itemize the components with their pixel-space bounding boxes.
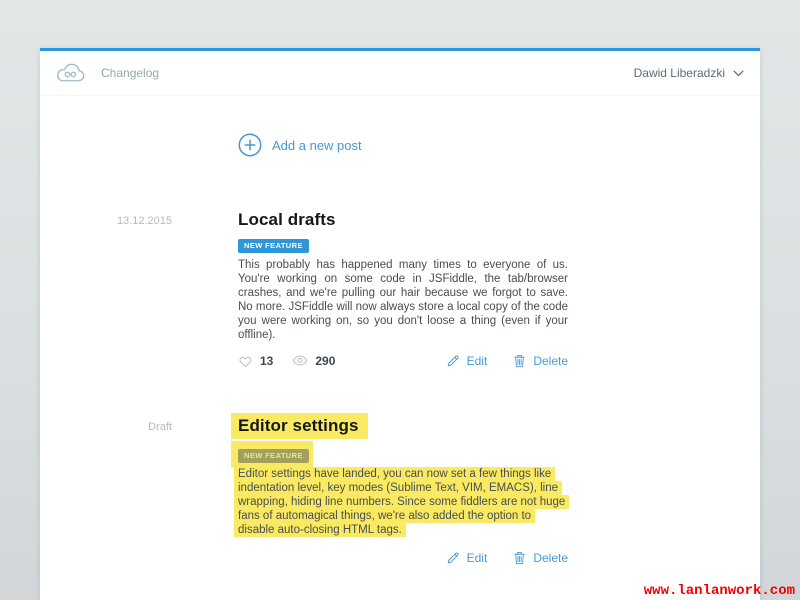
post-local-drafts	[40, 209, 760, 369]
edit-button[interactable]	[446, 551, 488, 565]
delete-button[interactable]	[513, 551, 568, 565]
post-title: Local drafts	[238, 210, 336, 229]
likes-stat[interactable]	[238, 354, 273, 368]
add-post-label: Add a new post	[272, 137, 362, 153]
edit-label: Edit	[466, 550, 488, 565]
user-menu[interactable]	[634, 66, 744, 80]
post-actions	[238, 352, 568, 369]
post-draft-label: Draft	[148, 421, 172, 433]
post-body	[234, 467, 568, 537]
new-feature-badge: NEW FEATURE	[238, 239, 309, 253]
views-count: 290	[315, 353, 336, 368]
delete-button[interactable]	[513, 354, 568, 368]
delete-label: Delete	[533, 353, 568, 368]
post-actions	[238, 549, 568, 566]
user-name: Dawid Liberadzki	[633, 66, 725, 80]
post-editor-settings	[40, 415, 760, 566]
trash-icon	[513, 354, 526, 368]
post-body: This probably has happened many times to everyone of us. You're working on some code in JSFiddle, the tab/browser crashes, and we're pulling our hair because we forgot to save. No more. JSFiddle will now always store a local copy of the code you were working on, so you don't loose a thing (even if your offline).	[238, 259, 568, 341]
changelog-feed	[40, 96, 760, 566]
highlight-mark	[231, 441, 313, 467]
changelog-panel	[40, 48, 760, 600]
add-post-button[interactable]	[238, 133, 760, 157]
heart-icon	[238, 354, 253, 368]
eye-icon	[292, 355, 308, 366]
new-feature-badge: NEW FEATURE	[238, 449, 309, 463]
trash-icon	[513, 551, 526, 565]
highlight-mark: Editor settings have landed, you can now set a few things like indentation level, key modes (Sublime Text, VIM, EMACS), line wrapping, hiding line numbers. Since some fiddlers are not huge fans of automagical things, we're also added the option to disable auto-closing HTML tags.	[234, 467, 569, 537]
plus-circle-icon	[238, 133, 262, 157]
pencil-icon	[446, 354, 460, 368]
page-title: Changelog	[101, 66, 160, 80]
post-date: 13.12.2015	[116, 215, 172, 227]
views-stat	[292, 354, 335, 368]
jsfiddle-cloud-logo	[55, 61, 86, 85]
delete-label: Delete	[533, 550, 568, 565]
pencil-icon	[446, 551, 460, 565]
chevron-down-icon	[733, 70, 744, 77]
watermark-text: www.lanlanwork.com	[643, 583, 795, 599]
edit-button[interactable]	[446, 354, 488, 368]
header	[40, 51, 760, 96]
edit-label: Edit	[466, 353, 488, 368]
post-title	[238, 415, 568, 436]
highlight-mark: Editor settings	[231, 413, 368, 439]
likes-count: 13	[260, 353, 274, 368]
